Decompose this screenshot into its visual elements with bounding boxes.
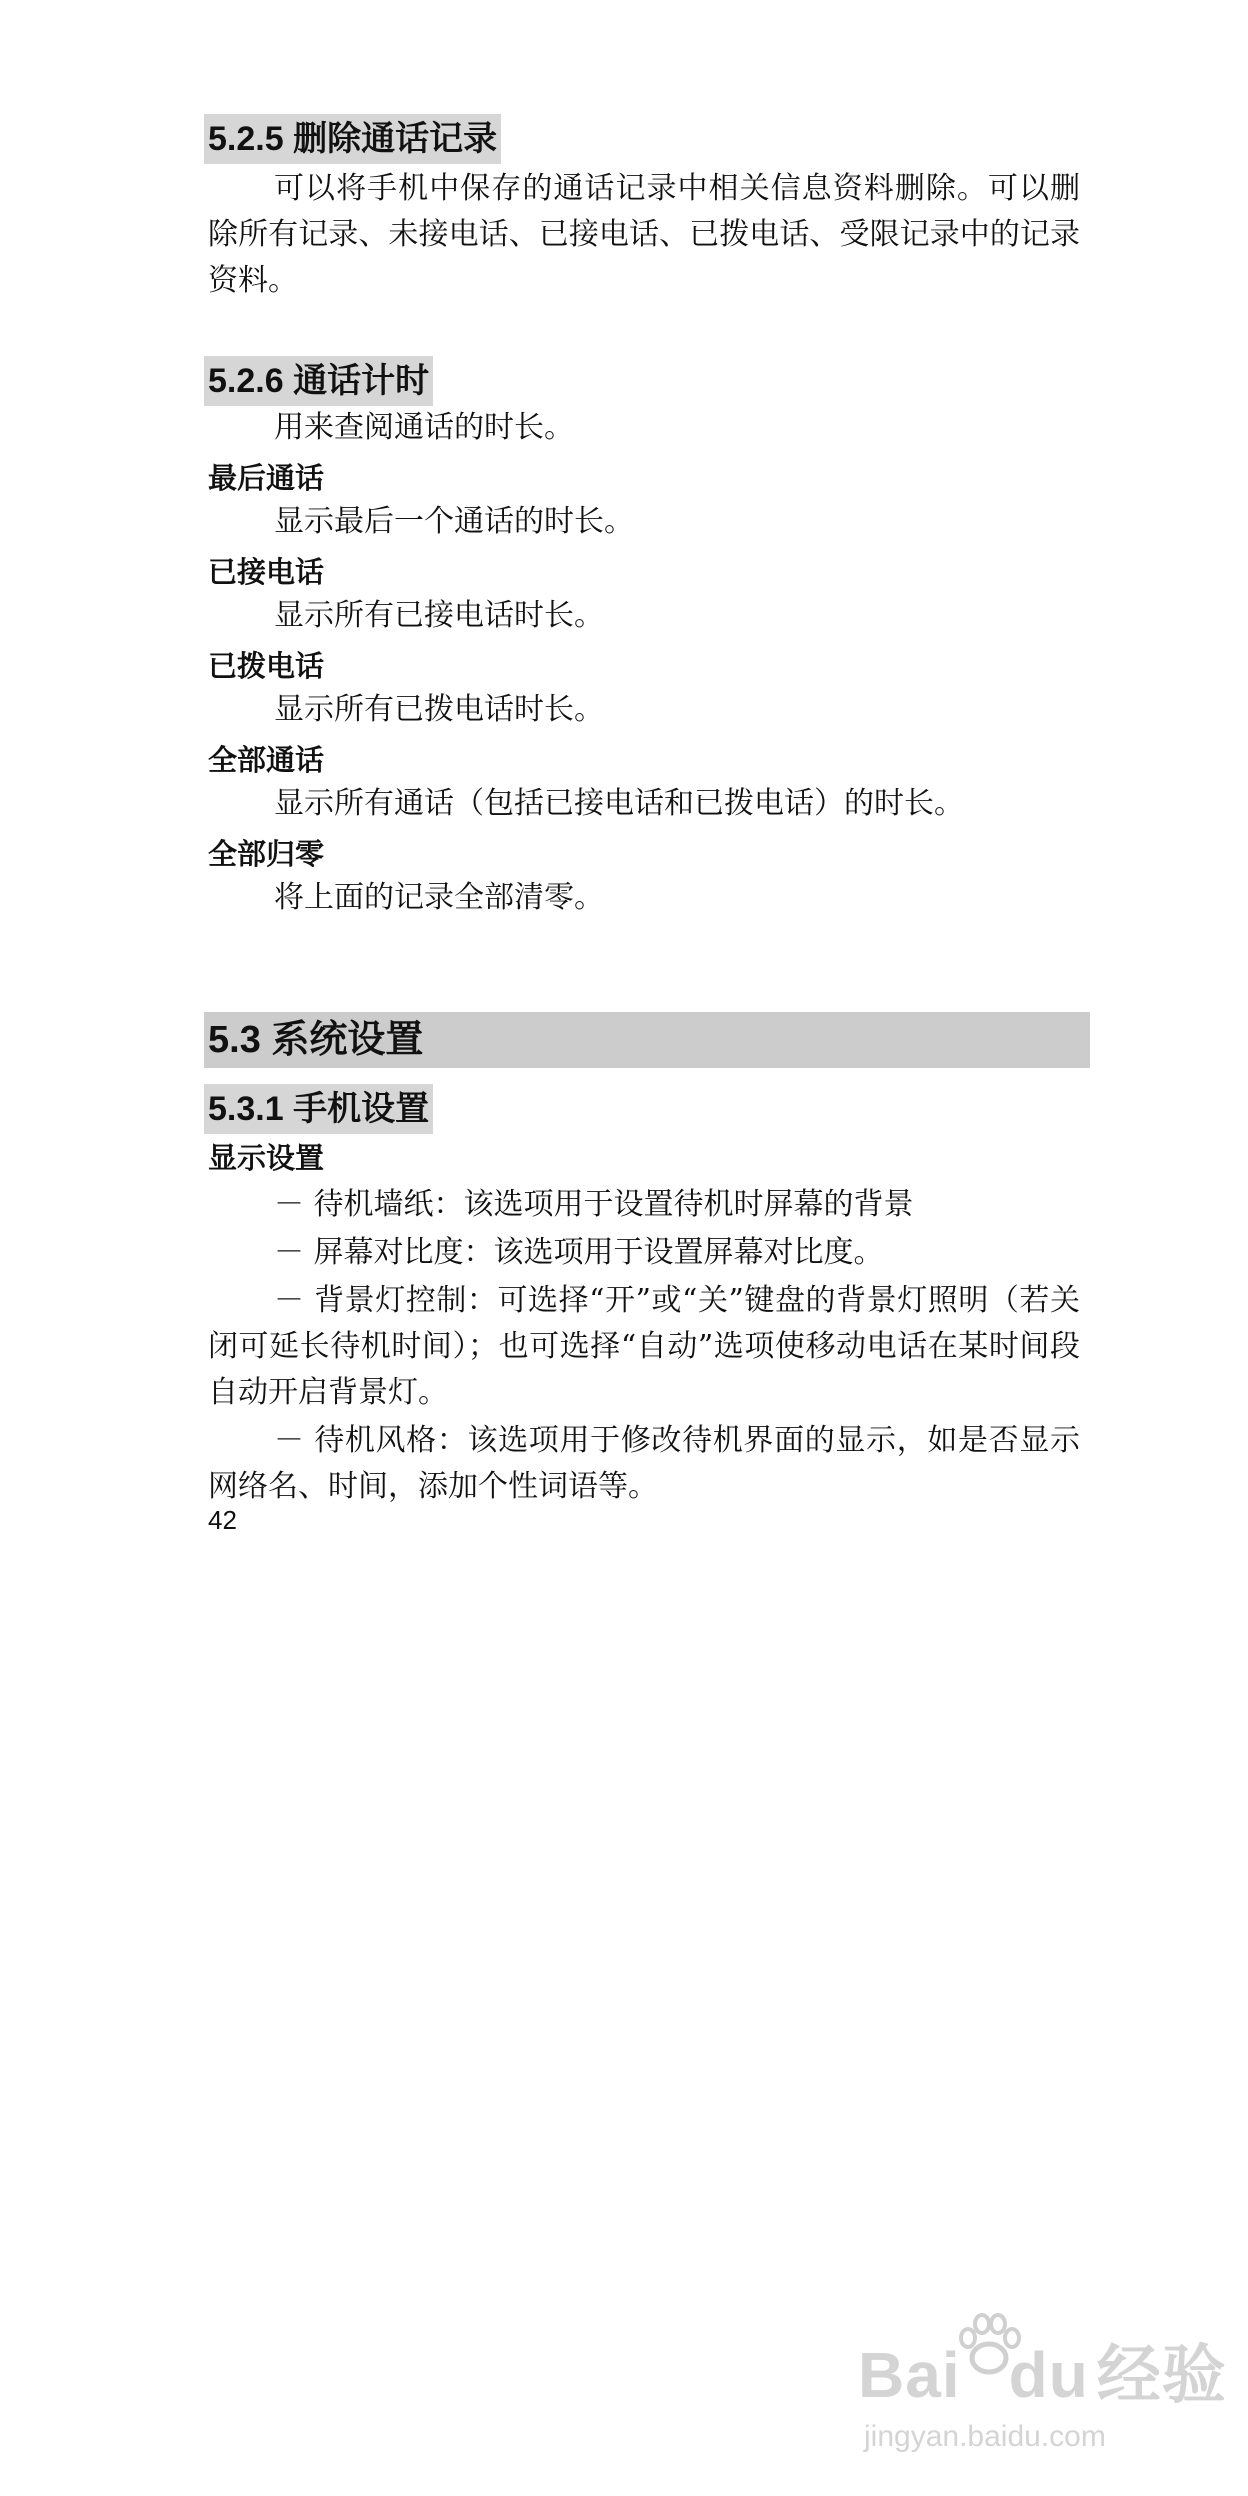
section-heading-5-3: 5.3 系统设置 xyxy=(204,1012,1090,1068)
item-desc-dialed-calls: 显示所有已拨电话时长。 xyxy=(274,692,604,727)
bullet-contrast: － 屏幕对比度：该选项用于设置屏幕对比度。 xyxy=(274,1235,884,1270)
paw-icon xyxy=(954,2310,1024,2380)
watermark-url: jingyan.baidu.com xyxy=(864,2420,1106,2453)
baidu-jingyan-watermark xyxy=(858,2310,1227,2480)
section-5-2-6-intro: 用来查阅通话的时长。 xyxy=(274,410,574,445)
bullet-backlight: － 背景灯控制：可选择“开”或“关”键盘的背景灯照明（若关闭可延长待机时间）；也可选择“自动”选项使移动电话在某时间段自动开启背景灯。 xyxy=(208,1283,1080,1410)
section-5-2-5-body: 可以将手机中保存的通话记录中相关信息资料删除。可以删除所有记录、未接电话、已接电话、已拨电话、受限记录中的记录资料。 xyxy=(208,171,1080,298)
item-label-all-calls: 全部通话 xyxy=(208,743,325,777)
watermark-logo: Bai du 经验 xyxy=(858,2339,1227,2411)
bullet-wallpaper: － 待机墙纸：该选项用于设置待机时屏幕的背景 xyxy=(274,1187,914,1222)
item-label-last-call: 最后通话 xyxy=(208,461,325,495)
section-heading-5-3-1: 5.3.1 手机设置 xyxy=(204,1084,433,1134)
item-desc-last-call: 显示最后一个通话的时长。 xyxy=(274,504,634,539)
item-desc-all-calls: 显示所有通话（包括已接电话和已拨电话）的时长。 xyxy=(274,786,964,821)
item-desc-reset-all: 将上面的记录全部清零。 xyxy=(274,880,604,915)
item-desc-received-calls: 显示所有已接电话时长。 xyxy=(274,598,604,633)
item-label-dialed-calls: 已拨电话 xyxy=(208,649,325,683)
section-heading-5-2-6: 5.2.6 通话计时 xyxy=(204,356,433,406)
section-heading-5-2-5: 5.2.5 删除通话记录 xyxy=(204,114,501,164)
display-settings-label: 显示设置 xyxy=(208,1141,325,1175)
item-label-received-calls: 已接电话 xyxy=(208,555,325,589)
bullet-standby-style: － 待机风格：该选项用于修改待机界面的显示，如是否显示网络名、时间，添加个性词语等。 xyxy=(208,1423,1080,1504)
item-label-reset-all: 全部归零 xyxy=(208,837,325,871)
page-number: 42 xyxy=(208,1505,237,1535)
